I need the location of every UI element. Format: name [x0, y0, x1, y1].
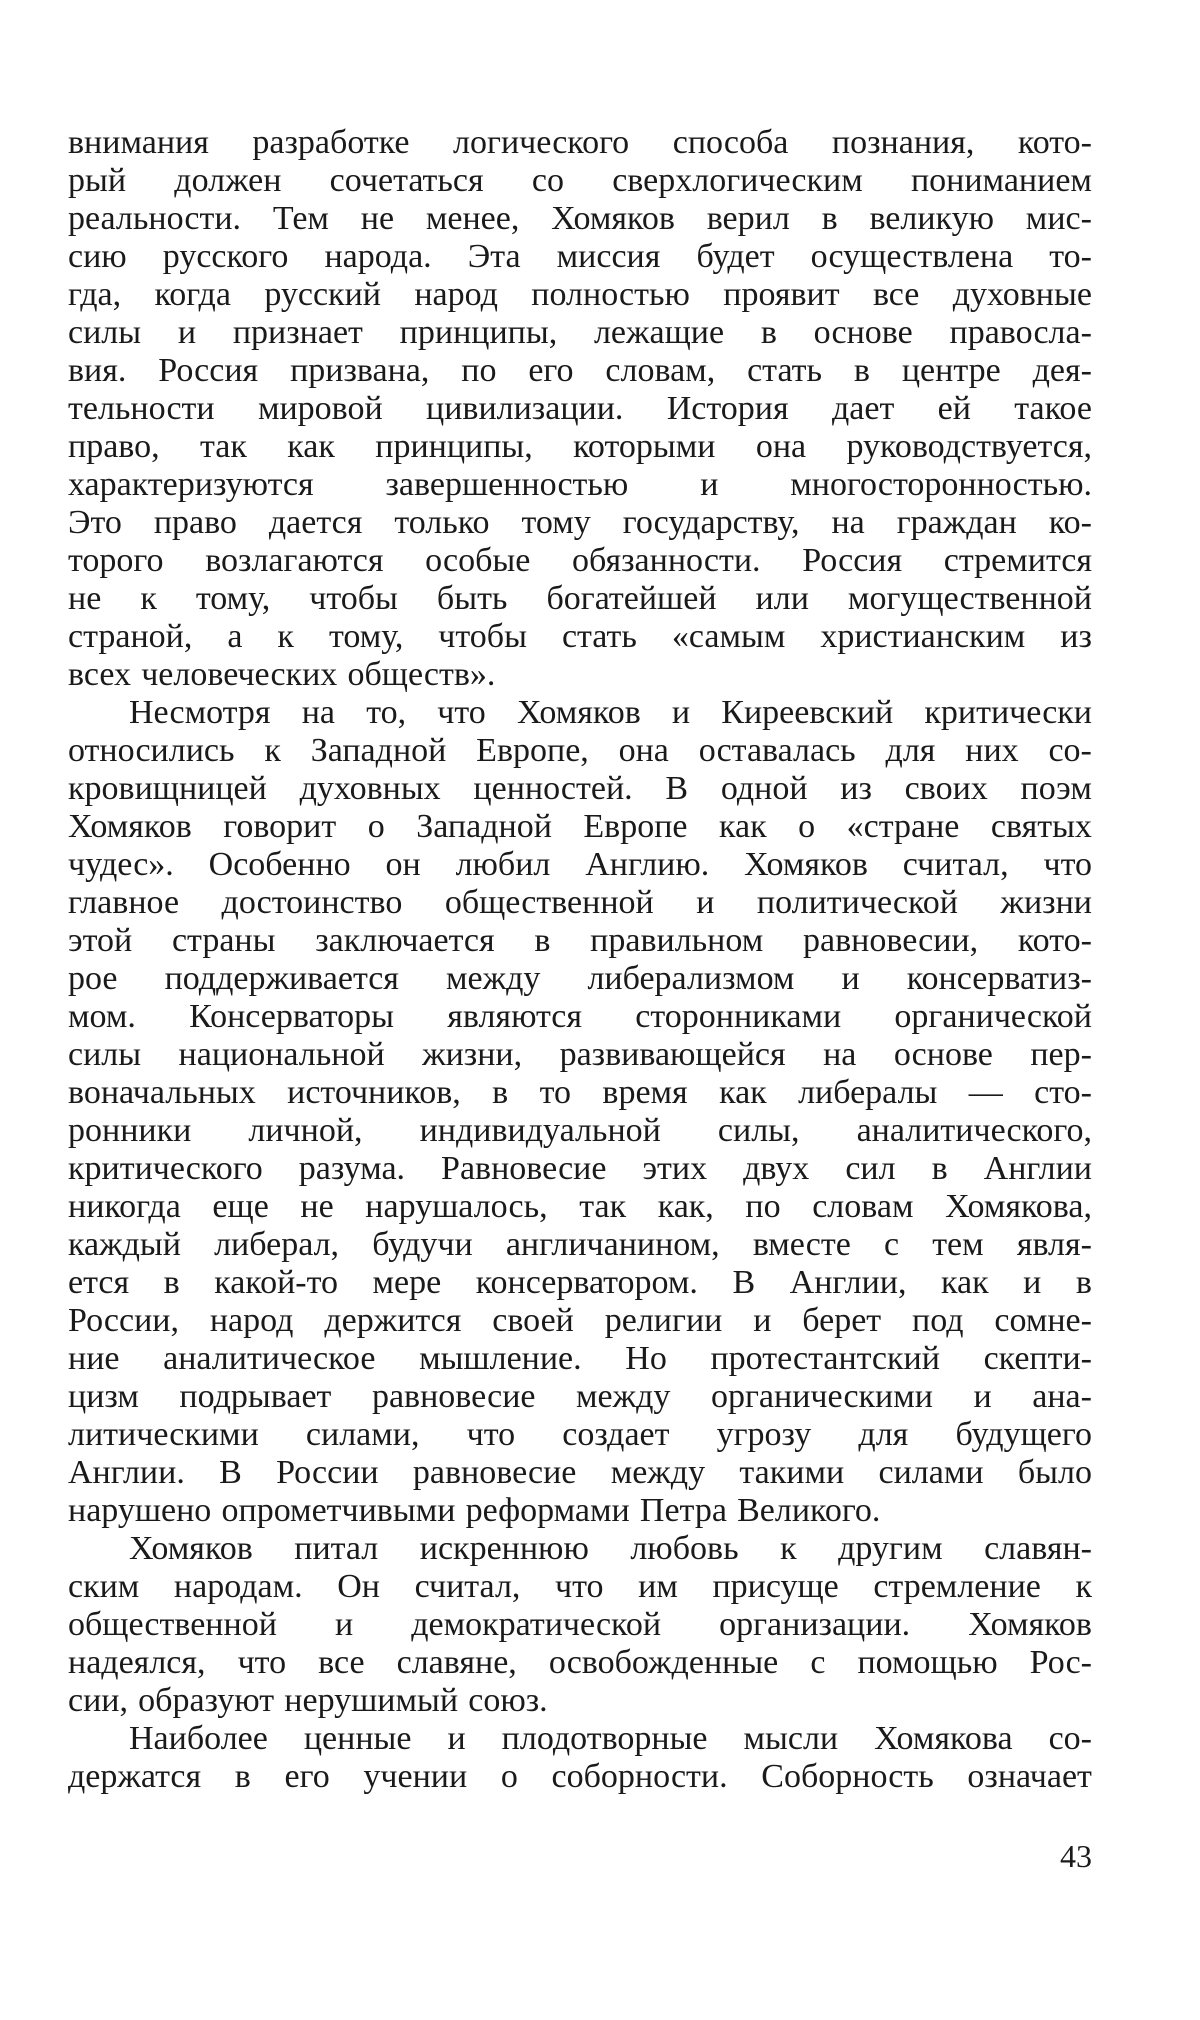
text-line: Англии. В России равновесие между такими силами было [68, 1454, 1092, 1491]
text-line: рый должен сочетаться со сверхлогическим пониманием [68, 162, 1092, 199]
text-line: каждый либерал, будучи англичанином, вместе с тем явля- [68, 1226, 1092, 1263]
text-line: относились к Западной Европе, она оставалась для них со- [68, 732, 1092, 769]
text-line: Наиболее ценные и плодотворные мысли Хомякова со- [129, 1720, 1092, 1757]
text-line: торого возлагаются особые обязанности. Россия стремится [68, 542, 1092, 579]
text-line: России, народ держится своей религии и берет под сомне- [68, 1302, 1092, 1339]
text-line: этой страны заключается в правильном равновесии, кото- [68, 922, 1092, 959]
text-line: внимания разработке логического способа познания, кото- [68, 124, 1092, 161]
text-line: право, так как принципы, которыми она руководствуется, [68, 428, 1092, 465]
text-line: главное достоинство общественной и политической жизни [68, 884, 1092, 921]
text-line: сии, образуют нерушимый союз. [68, 1682, 548, 1719]
text-line: всех человеческих обществ». [68, 656, 496, 693]
text-line: страной, а к тому, чтобы стать «самым христианским из [68, 618, 1092, 655]
text-line: силы и признает принципы, лежащие в основе правосла- [68, 314, 1092, 351]
text-line: никогда еще не нарушалось, так как, по словам Хомякова, [68, 1188, 1092, 1225]
text-line: литическими силами, что создает угрозу для будущего [68, 1416, 1092, 1453]
text-line: силы национальной жизни, развивающейся на основе пер- [68, 1036, 1092, 1073]
text-line: ется в какой-то мере консерватором. В Англии, как и в [68, 1264, 1092, 1301]
text-line: мом. Консерваторы являются сторонниками органической [68, 998, 1092, 1035]
text-line: Несмотря на то, что Хомяков и Киреевский критически [129, 694, 1092, 731]
text-line: Это право дается только тому государству, на граждан ко- [68, 504, 1092, 541]
text-line: Хомяков говорит о Западной Европе как о «стране святых [68, 808, 1092, 845]
text-line: ние аналитическое мышление. Но протестантский скепти- [68, 1340, 1092, 1377]
text-line: сию русского народа. Эта миссия будет осуществлена то- [68, 238, 1092, 275]
text-line: держатся в его учении о соборности. Соборность означает [68, 1758, 1092, 1795]
text-line: надеялся, что все славяне, освобожденные с помощью Рос- [68, 1644, 1092, 1681]
text-line: общественной и демократической организации. Хомяков [68, 1606, 1092, 1643]
text-line: нарушено опрометчивыми реформами Петра Великого. [68, 1492, 881, 1529]
text-line: ским народам. Он считал, что им присуще стремление к [68, 1568, 1092, 1605]
body-text [68, 124, 1092, 1796]
text-line: вия. Россия призвана, по его словам, стать в центре дея- [68, 352, 1092, 389]
text-line: ронники личной, индивидуальной силы, аналитического, [68, 1112, 1092, 1149]
text-line: гда, когда русский народ полностью проявит все духовные [68, 276, 1092, 313]
text-line: Хомяков питал искреннюю любовь к другим славян- [129, 1530, 1092, 1567]
text-line: критического разума. Равновесие этих двух сил в Англии [68, 1150, 1092, 1187]
text-line: рое поддерживается между либерализмом и консерватиз- [68, 960, 1092, 997]
text-line: реальности. Тем не менее, Хомяков верил в великую мис- [68, 200, 1092, 237]
text-line: характеризуются завершенностью и многосторонностью. [68, 466, 1092, 503]
text-line: цизм подрывает равновесие между органическими и ана- [68, 1378, 1092, 1415]
text-line: чудес». Особенно он любил Англию. Хомяков считал, что [68, 846, 1092, 883]
page-number: 43 [1060, 1838, 1092, 1874]
text-line: кровищницей духовных ценностей. В одной из своих поэм [68, 770, 1092, 807]
text-line: тельности мировой цивилизации. История дает ей такое [68, 390, 1092, 427]
text-line: воначальных источников, в то время как либералы — сто- [68, 1074, 1092, 1111]
text-line: не к тому, чтобы быть богатейшей или могущественной [68, 580, 1092, 617]
